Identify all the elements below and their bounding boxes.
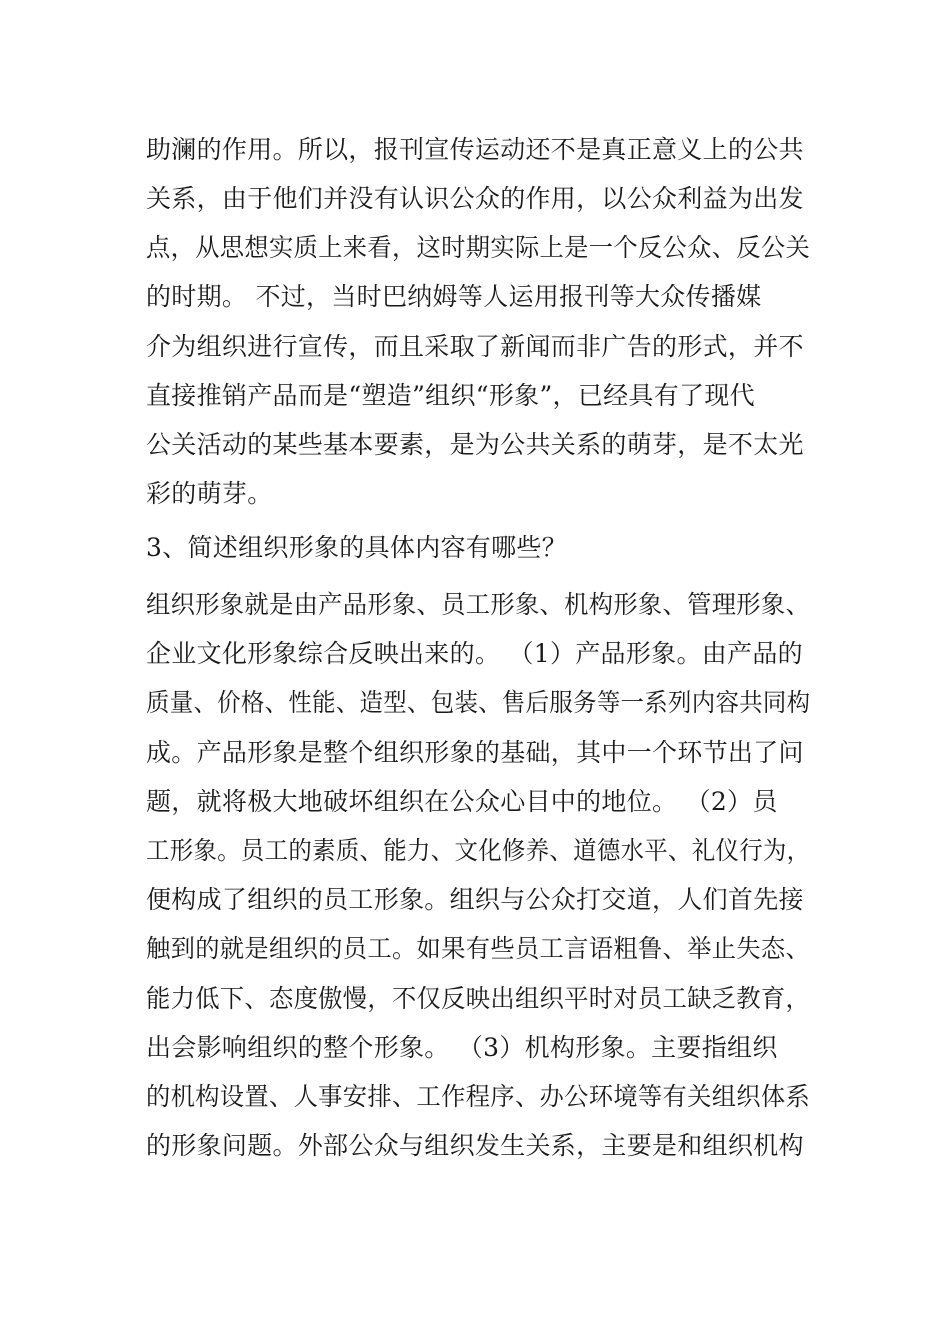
text-line: 组织形象就是由产品形象、员工形象、机构形象、管理形象、 [146, 590, 811, 619]
text-line: 工形象。员工的素质、能力、文化修养、道德水平、礼仪行为， [146, 836, 811, 865]
text-line: 直接推销产品而是“塑造”组织“形象”，已经具有了现代 [146, 381, 755, 410]
text-line: 关系，由于他们并没有认识公众的作用，以公众利益为出发 [146, 184, 804, 213]
text-line: 能力低下、态度傲慢，不仅反映出组织平时对员工缺乏教育， [146, 984, 811, 1013]
text-line: 质量、价格、性能、造型、包装、售后服务等一系列内容共同构 [146, 688, 811, 717]
text-line: 的机构设置、人事安排、工作程序、办公环境等有关组织体系 [146, 1082, 811, 1111]
text-line: 便构成了组织的员工形象。组织与公众打交道，人们首先接 [146, 885, 804, 914]
text-line: 题，就将极大地破坏组织在公众心目中的地位。 （2）员 [146, 787, 778, 816]
text-line: 介为组织进行宣传，而且采取了新闻而非广告的形式，并不 [146, 332, 804, 361]
text-line: 公关活动的某些基本要素，是为公共关系的萌芽，是不太光 [146, 430, 804, 459]
text-line: 的形象问题。外部公众与组织发生关系，主要是和组织机构 [146, 1131, 804, 1160]
text-line: 点，从思想实质上来看，这时期实际上是一个反公众、反公关 [146, 233, 811, 262]
text-line: 助澜的作用。所以，报刊宣传运动还不是真正意义上的公共 [146, 135, 804, 164]
text-line: 出会影响组织的整个形象。 （3）机构形象。主要指组织 [146, 1033, 778, 1062]
text-line: 成。产品形象是整个组织形象的基础，其中一个环节出了问 [146, 738, 804, 767]
text-line: 触到的就是组织的员工。如果有些员工言语粗鲁、举止失态、 [146, 934, 811, 963]
section-heading: 3、简述组织形象的具体内容有哪些？ [146, 533, 568, 562]
text-line: 企业文化形象综合反映出来的。 （1）产品形象。由产品的 [146, 639, 803, 668]
text-line: 彩的萌芽。 [146, 479, 273, 508]
text-line: 的时期。 不过，当时巴纳姆等人运用报刊等大众传播媒 [146, 282, 762, 311]
